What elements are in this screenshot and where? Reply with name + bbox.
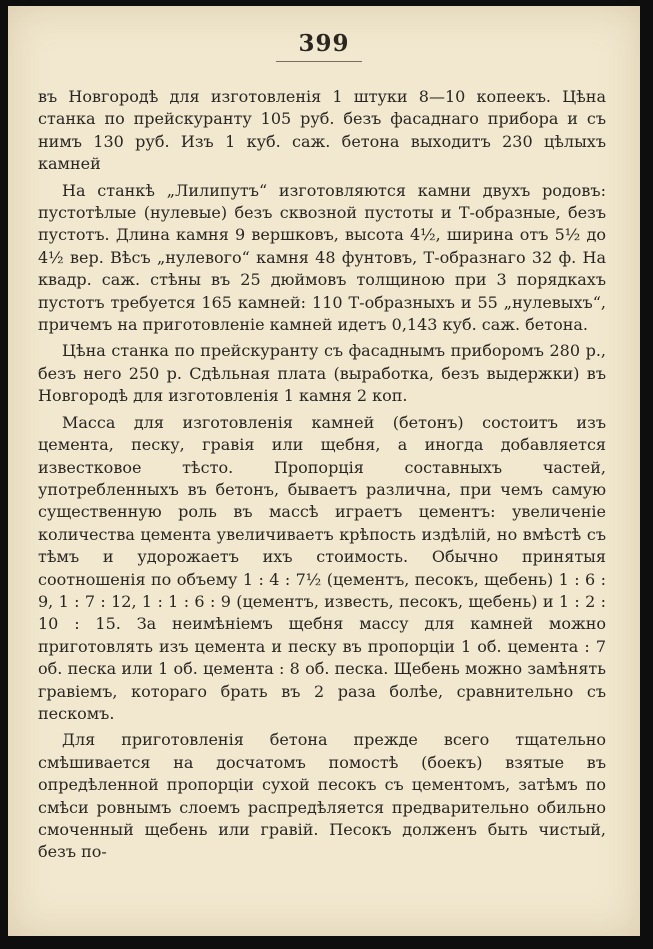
paragraph-liliput-machine: На станкѣ „Лилипутъ“ изготовляются камни двухъ родовъ: пустотѣлые (нулевые) безъ сквозной пустоты и Т-образные, безъ пустотъ. Длина камня 9 вершковъ, высота 4½, ширина отъ 5½ до 4½ вер. Вѣсъ „нулевого“ камня 48 фунтовъ, Т-образнаго 32 ф. На квадр. саж. стѣны въ 25 дюймовъ толщиною при 3 порядкахъ пустотъ требуется 165 камней: 110 Т-образныхъ и 55 „нулевыхъ“, причемъ на приготовленіе камней идетъ 0,143 куб. саж. бетона. xyxy=(38,180,606,335)
page-number: 399 xyxy=(298,30,350,57)
paragraph-concrete-preparation: Для приготовленія бетона прежде всего тщательно смѣшивается на досчатомъ помостѣ (боекъ) взятые въ опредѣленной пропорціи сухой песокъ съ цементомъ, затѣмъ по смѣси ровнымъ слоемъ распредѣляется предварительно обильно смоченный щебень или гравій. Песокъ долженъ быть чистый, безъ по- xyxy=(38,730,606,862)
paragraph-machine-price: Цѣна станка по прейскуранту съ фасаднымъ приборомъ 280 р., безъ него 250 р. Сдѣльная плата (выработка, безъ выдержки) въ Новгородѣ для изготовленія 1 камня 2 коп. xyxy=(38,341,606,406)
paragraph-continuation: въ Новгородѣ для изготовленія 1 штуки 8—10 копеекъ. Цѣна станка по прейскуранту 105 руб. безъ фасаднаго прибора и съ нимъ 130 руб. Изъ 1 куб. саж. бетона выходитъ 230 цѣлыхъ камней xyxy=(38,87,606,174)
body-text xyxy=(38,86,606,864)
page-number-rule xyxy=(276,61,362,62)
book-page xyxy=(8,6,640,936)
paragraph-concrete-mass: Масса для изготовленія камней (бетонъ) состоитъ изъ цемента, песку, гравія или щебня, а иногда добавляется известковое тѣсто. Пропорція составныхъ частей, употребленныхъ въ бетонъ, бываетъ различна, при чемъ самую существенную роль въ массѣ играетъ цементъ: увеличеніе количества цемента увеличиваетъ крѣпость издѣлій, но вмѣстѣ съ тѣмъ и удорожаетъ ихъ стоимость. Обычно принятыя соотношенія по объему 1 : 4 : 7½ (цементъ, песокъ, щебень) 1 : 6 : 9, 1 : 7 : 12, 1 : 1 : 6 : 9 (цементъ, известь, песокъ, щебень) и 1 : 2 : 10 : 15. За неимѣніемъ щебня массу для камней можно приготовлять изъ цемента и песку въ пропорціи 1 об. цемента : 7 об. песка или 1 об. цемента : 8 об. песка. Щебень можно замѣнять гравіемъ, котораго брать въ 2 раза болѣе, сравнительно съ пескомъ. xyxy=(38,412,606,723)
